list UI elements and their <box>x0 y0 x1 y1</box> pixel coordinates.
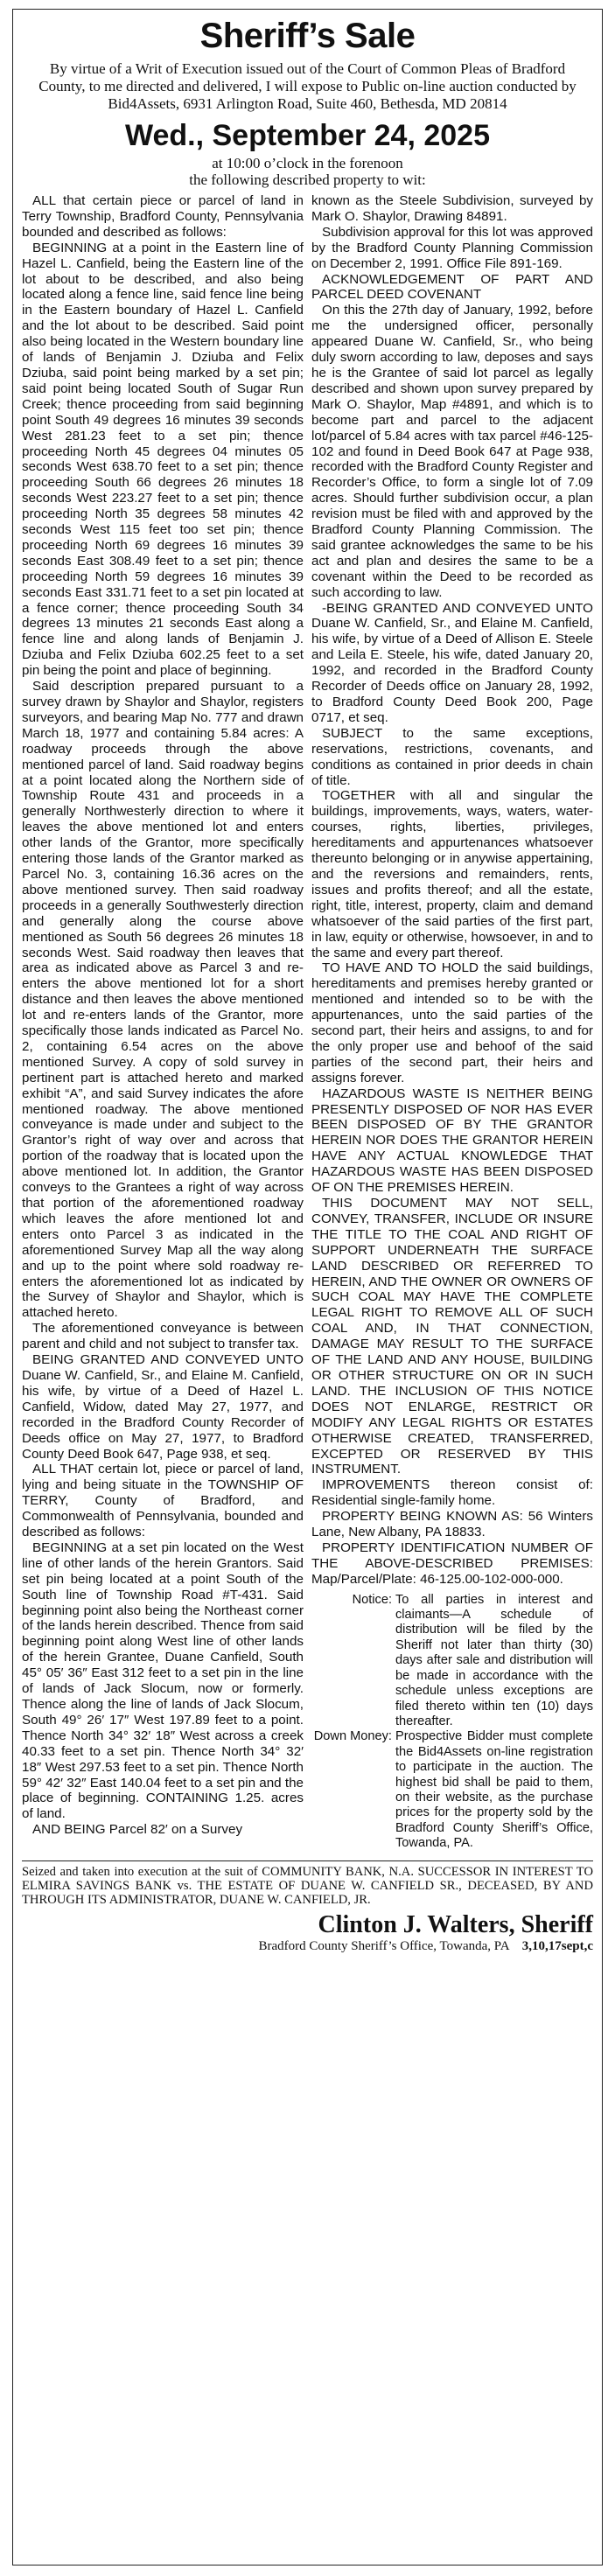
sheriff-name: Clinton J. Walters, Sheriff <box>318 1910 593 1938</box>
down-money-row <box>311 1729 593 1851</box>
notice-text: To all parties in interest and claimants—A schedule of distribution will be filed by the Sheriff not later than thirty (30) days after sale and distribution will be made in accordance with the schedule unless exceptions are filed thereto within ten (10) days thereafter. <box>395 1592 593 1728</box>
paragraph: AND BEING Parcel 82′ on a Survey <box>32 1822 243 1838</box>
left-column <box>22 193 304 1852</box>
signature-block <box>22 1912 593 1954</box>
paragraph: TOGETHER with all and singular the buildings, improvements, ways, waters, water-courses, rights, liberties, privileges, hereditaments and appurtenances whatsoever thereunto belonging or in anywise appertaining, and the reversions and remainders, rents, issues and profits thereof; and all the estate, right, title, interest, property, claim and demand whatsoever of the said parties of the first part, in law, equity or otherwise, howsoever, in and to the same and every part thereof. <box>311 788 593 960</box>
paragraph: SUBJECT to the same exceptions, reservations, restrictions, covenants, and conditions as contained in prior deeds in chain of title. <box>311 725 593 788</box>
publication-code: 3,10,17sept,c <box>521 1938 593 1953</box>
body-columns <box>22 193 593 1852</box>
paragraph: PROPERTY IDENTIFICATION NUMBER OF THE ABOVE-DESCRIBED PREMISES: Map/Parcel/Plate: 46-125.00-102-000-000. <box>311 1539 593 1587</box>
paragraph: BEGINNING at a set pin located on the West line of other lands of the herein Grantors. Said set pin being located at a point South of the South line of Township Road #T-431. Said beginning point also being the Northeast corner of the lands herein described. Thence from said beginning point along West line of other lands of the herein Grantee, Duane Canfield, South 45° 05′ 36″ East 312 feet to a set pin in the line of lands of Jack Slocum, now or formerly. Thence along the line of lands of Jack Slocum, South 49° 26′ 17″ West 197.89 feet to a point. Thence North 34° 32′ 18″ West across a creek 40.33 feet to a set pin. Thence North 34° 32′ 18″ West 297.53 feet to a set pin. Thence North 59° 42′ 32″ East 140.04 feet to a set pin and the place of beginning. CONTAINING 1.25. acres of land. <box>22 1539 304 1822</box>
sheriff-office-line <box>258 1938 593 1954</box>
paragraph: ALL that certain piece or parcel of land in Terry Township, Bradford County, Pennsylvania bounded and described as follows: <box>22 193 304 240</box>
legal-notice <box>12 9 603 2566</box>
paragraph: known as the Steele Subdivision, surveyed by Mark O. Shaylor, Drawing 84891. <box>311 193 593 224</box>
notice-label: Notice: <box>352 1592 392 1607</box>
paragraph: The aforementioned conveyance is between parent and child and not subject to transfer tax. <box>22 1321 304 1352</box>
paragraph: HAZARDOUS WASTE IS NEITHER BEING PRESENTLY DISPOSED OF NOR HAS EVER BEEN DISPOSED OF BY THE GRANTOR HEREIN NOR DOES THE GRANTOR HEREIN HAVE ANY ACTUAL KNOWLEDGE THAT HAZARDOUS WASTE HAS BEEN DISPOSED OF ON THE PREMISES HEREIN. <box>311 1086 593 1196</box>
paragraph: IMPROVEMENTS thereon consist of: Residential single-family home. <box>311 1477 593 1509</box>
paragraph: On this the 27th day of January, 1992, before me the undersigned officer, personally appeared Duane W. Canfield, Sr., who being duly sworn according to law, deposes and says he is the Grantee of said lot parcel as legally described and shown upon survey prepared by Mark O. Shaylor, Map #4891, and which is to become part and parcel to the adjacent lot/parcel of 5.84 acres with tax parcel #46-125-102 and found in Deed Book 647 at Page 938, recorded with the Bradford County Register and Recorder’s Office, to form a single lot of 7.09 acres. Should further subdivision occur, a plan revision must be filed with and approved by the Bradford County Planning Commission. The said grantee acknowledges the same to be his act and plan and desires the same to be a covenant within the Deed to be recorded as such according to law. <box>311 303 593 600</box>
paragraph: -BEING GRANTED AND CONVEYED UNTO Duane W. Canfield, Sr., and Elaine M. Canfield, his wife, by virtue of a Deed of Allison E. Steele and Leila E. Steele, his wife, dated January 20, 1992, and recorded in the Bradford County Recorder of Deeds office on January 28, 1992, to Bradford County Deed Book 200, Page 0717, et seq. <box>311 600 593 725</box>
divider <box>22 1860 593 1861</box>
notice-title: Sheriff’s Sale <box>199 17 416 55</box>
paragraph: ACKNOWLEDGEMENT OF PART AND PARCEL DEED COVENANT <box>311 271 593 303</box>
paragraph: TO HAVE AND TO HOLD the said buildings, hereditaments and premises hereby granted or mentioned and intended so to be with the appurtenances, unto the said parties of the second part, their heirs and assigns, to and for the only proper use and behoof of the said parties of the second part, their heirs and assigns forever. <box>311 960 593 1086</box>
sale-subline: the following described property to wit: <box>189 171 426 188</box>
sale-time: at 10:00 o’clock in the forenoon <box>212 155 403 171</box>
notice-block <box>311 1593 593 1852</box>
seized-statement: Seized and taken into execution at the suit of COMMUNITY BANK, N.A. SUCCESSOR IN INTEREST TO ELMIRA SAVINGS BANK vs. THE ESTATE OF DUANE W. CANFIELD SR., DECEASED, BY AND THROUGH ITS ADMINISTRATOR, DUANE W. CANFIELD, JR. <box>22 1864 593 1907</box>
paragraph: Said description prepared pursuant to a survey drawn by Shaylor and Shaylor, registers surveyors, and bearing Map No. 777 and drawn March 18, 1977 and containing 5.84 acres: A roadway proceeds through the above mentioned parcel of land. Said roadway begins at a point located along the Northern side of Township Route 431 and proceeds in a generally Northwesterly direction to where it leaves the above mentioned lot and enters other lands of the Grantor, more specifically entering those lands of the Grantor marked as Parcel No. 3, containing 16.36 acres on the above mentioned survey. Then said roadway proceeds in a generally Southwesterly direction and generally along the course above mentioned as South 56 degrees 26 minutes 18 seconds West. Said roadway then leaves that area as indicated above as Parcel 3 and re-enters the above mentioned lot for a short distance and then leaves the above mentioned lot and re-enters lands of the Grantor, more specifically those lands indicated as Parcel No. 2, containing 6.54 acres on the above mentioned Survey. A copy of sold survey in pertinent part is attached hereto and marked exhibit “A”, and said Survey indicates the afore mentioned roadway. The above mentioned conveyance is made under and subject to the Grantor’s right of way over and across that portion of the roadway that is located upon the above mentioned lot. In addition, the Grantor conveys to the Grantees a right of way across that portion of the aforementioned roadway which leaves the afore mentioned lot and enters onto Parcel 3 as indicated in the aforementioned Survey Map all the way along and up to the point where sold roadway re-enters the aforementioned lot as indicated by the Survey of Shaylor and Shaylor, which is attached hereto. <box>22 679 304 1321</box>
paragraph: BEGINNING at a point in the Eastern line of Hazel L. Canfield, being the Eastern line of the lot about to be described, and also being located along a fence line, said fence line being in the Eastern boundary of Hazel L. Canfield and the lot about to be described. Said point also being located in the Western boundary line of lands of Benjamin J. Dziuba and Felix Dziuba, said point being marked by a set pin; said point being located South of Sugar Run Creek; thence proceeding from said beginning point South 49 degrees 16 minutes 39 seconds West 281.23 feet to a set pin; thence proceeding North 45 degrees 04 minutes 05 seconds West 638.70 feet to a set pin; thence proceeding South 66 degrees 26 minutes 18 seconds West 223.27 feet to a set pin; thence proceeding North 35 degrees 58 minutes 42 seconds West 115 feet too set pin; thence proceeding North 69 degrees 16 minutes 39 seconds East 308.49 feet to a set pin; thence proceeding North 59 degrees 16 minutes 39 seconds East 331.71 feet to a set pin located at a fence corner; thence proceeding South 34 degrees 13 minutes 21 seconds East along a fence line and along lands of Benjamin J. Dziuba and Felix Dziuba 602.25 feet to a set pin being the point and place of beginning. <box>22 240 304 679</box>
notice-intro: By virtue of a Writ of Execution issued out of the Court of Common Pleas of Bradford County, to me directed and delivered, I will expose to Public on-line auction conducted by Bid4Assets, 6931 Arlington Road, Suite 460, Bethesda, MD 20814 <box>38 60 577 112</box>
notice-row <box>311 1593 593 1730</box>
right-column <box>311 193 593 1852</box>
paragraph: Subdivision approval for this lot was approved by the Bradford County Planning Commission on December 2, 1991. Office File 891-169. <box>311 224 593 271</box>
down-money-text: Prospective Bidder must complete the Bid4Assets on-line registration to participate in the auction. The highest bid shall be paid to them, on their website, as the purchase prices for the property sold by the Bradford County Sheriff’s Office, Towanda, PA. <box>395 1729 593 1851</box>
sale-date: Wed., September 24, 2025 <box>124 119 490 152</box>
down-money-label: Down Money: <box>313 1729 392 1744</box>
sheriff-office: Bradford County Sheriff’s Office, Towanda, PA <box>258 1938 509 1953</box>
paragraph: PROPERTY BEING KNOWN AS: 56 Winters Lane, New Albany, PA 18833. <box>311 1509 593 1540</box>
paragraph: THIS DOCUMENT MAY NOT SELL, CONVEY, TRANSFER, INCLUDE OR INSURE THE TITLE TO THE COAL AND RIGHT OF SUPPORT UNDERNEATH THE SURFACE LAND DESCRIBED OR REFERRED TO HEREIN, AND THE OWNER OR OWNERS OF SUCH COAL MAY HAVE THE COMPLETE LEGAL RIGHT TO REMOVE ALL OF SUCH COAL AND, IN THAT CONNECTION, DAMAGE MAY RESULT TO THE SURFACE OF THE LAND AND ANY HOUSE, BUILDING OR OTHER STRUCTURE ON OR IN SUCH LAND. THE INCLUSION OF THIS NOTICE DOES NOT ENLARGE, RESTRICT OR MODIFY ANY LEGAL RIGHTS OR ESTATES OTHERWISE CREATED, TRANSFERRED, EXCEPTED OR RESERVED BY THIS INSTRUMENT. <box>311 1196 593 1477</box>
paragraph: BEING GRANTED AND CONVEYED UNTO Duane W. Canfield, Sr., and Elaine M. Canfield, his wife, by virtue of a Deed of Hazel L. Canfield, Widow, dated May 27, 1977, and recorded in the Bradford County Recorder of Deeds office on May 27, 1977, to Bradford County Deed Book 647, Page 938, et seq. <box>22 1352 304 1462</box>
paragraph: ALL THAT certain lot, piece or parcel of land, lying and being situate in the TOWNSHIP OF TERRY, County of Bradford, and Commonwealth of Pennsylvania, bounded and described as follows: <box>22 1462 304 1540</box>
